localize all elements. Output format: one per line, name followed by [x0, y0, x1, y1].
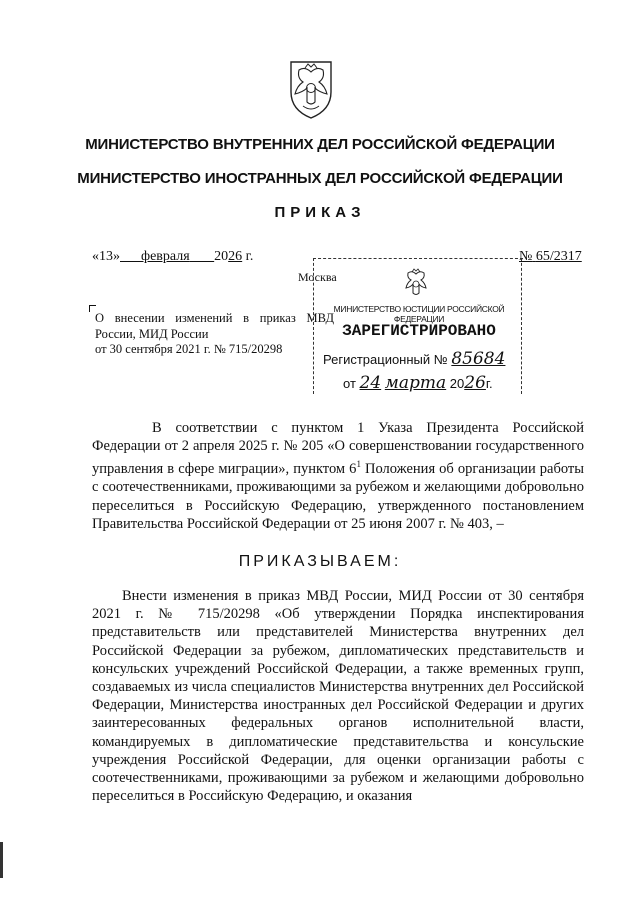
order-paragraph: Внести изменения в приказ МВД России, МИД России от 30 сентября 2021 г. № 715/20298 «Об утверждении Порядка инспектирования представительств или представителей Министерства внутренних дел Российской Федерации за рубежом, дипломатических представительств и консульских учреждений Российской Федерации, а также временных групп, создаваемых из числа специалистов Министерства внутренних дел Российской Федерации, Министерства иностранных дел Российской Федерации и других заинтересованных федеральных органов исполнительной власти, командируемых в дипломатические представительства и консульские учреждения Российской Федерации, для оценки организации работы с соотечественниками, проживающими за рубежом и желающими добровольно переселиться в Российскую Федерацию, и оказания — [92, 588, 584, 805]
stamp-registered-label: ЗАРЕГИСТРИРОВАНО — [342, 322, 496, 340]
date-month: февраля — [141, 249, 190, 264]
stamp-ministry-name: МИНИСТЕРСТВО ЮСТИЦИИ РОССИЙСКОЙ ФЕДЕРАЦИИ — [333, 304, 505, 324]
subject-line-1: О внесении изменений в приказ МВД России, МИД России — [95, 311, 334, 341]
state-emblem-icon — [285, 58, 337, 120]
document-number: № 65/2317 — [519, 249, 582, 264]
stamp-border-top — [313, 258, 523, 260]
document-city: Москва — [298, 270, 337, 284]
stamp-registration-number: Регистрационный № 85684 — [323, 349, 506, 369]
scan-edge-mark — [0, 842, 3, 878]
preamble-paragraph: В соответствии с пунктом 1 Указа Президента Российской Федерации от 2 апреля 2025 г. № 205 «О совершенствовании государственного управления в сфере миграции», пунктом $6^1$ Положения об организации работы с соотечественниками, проживающими за рубежом и желающими добровольно переселиться в Российскую Федерацию, утвержденного постановлением Правительства Российской Федерации от 25 июня 2007 г. № 403, – — [92, 420, 584, 532]
document-subject — [95, 311, 334, 358]
date-year-unit: г. — [245, 249, 254, 264]
stamp-border-left — [313, 258, 315, 394]
preamble-superscript: 1 — [356, 459, 361, 470]
document-date — [92, 249, 253, 265]
registration-stamp — [313, 258, 523, 394]
date-day: «13» — [92, 249, 120, 264]
order-word: ПРИКАЗЫВАЕМ: — [238, 553, 402, 570]
date-year-prefix: 20 — [214, 249, 229, 264]
stamp-registration-date: от 24 марта 2026г. — [343, 373, 493, 393]
stamp-emblem-icon — [399, 266, 433, 302]
ministry-name-foreign: МИНИСТЕРСТВО ИНОСТРАННЫХ ДЕЛ РОССИЙСКОЙ ФЕДЕРАЦИИ — [77, 170, 563, 187]
date-year-suffix: 26 — [228, 249, 243, 264]
stamp-border-right — [521, 258, 523, 394]
ministry-name-interior: МИНИСТЕРСТВО ВНУТРЕННИХ ДЕЛ РОССИЙСКОЙ ФЕДЕРАЦИИ — [85, 136, 555, 153]
document-type-title: ПРИКАЗ — [274, 204, 366, 221]
subject-line-2: от 30 сентября 2021 г. № 715/20298 — [95, 342, 283, 356]
